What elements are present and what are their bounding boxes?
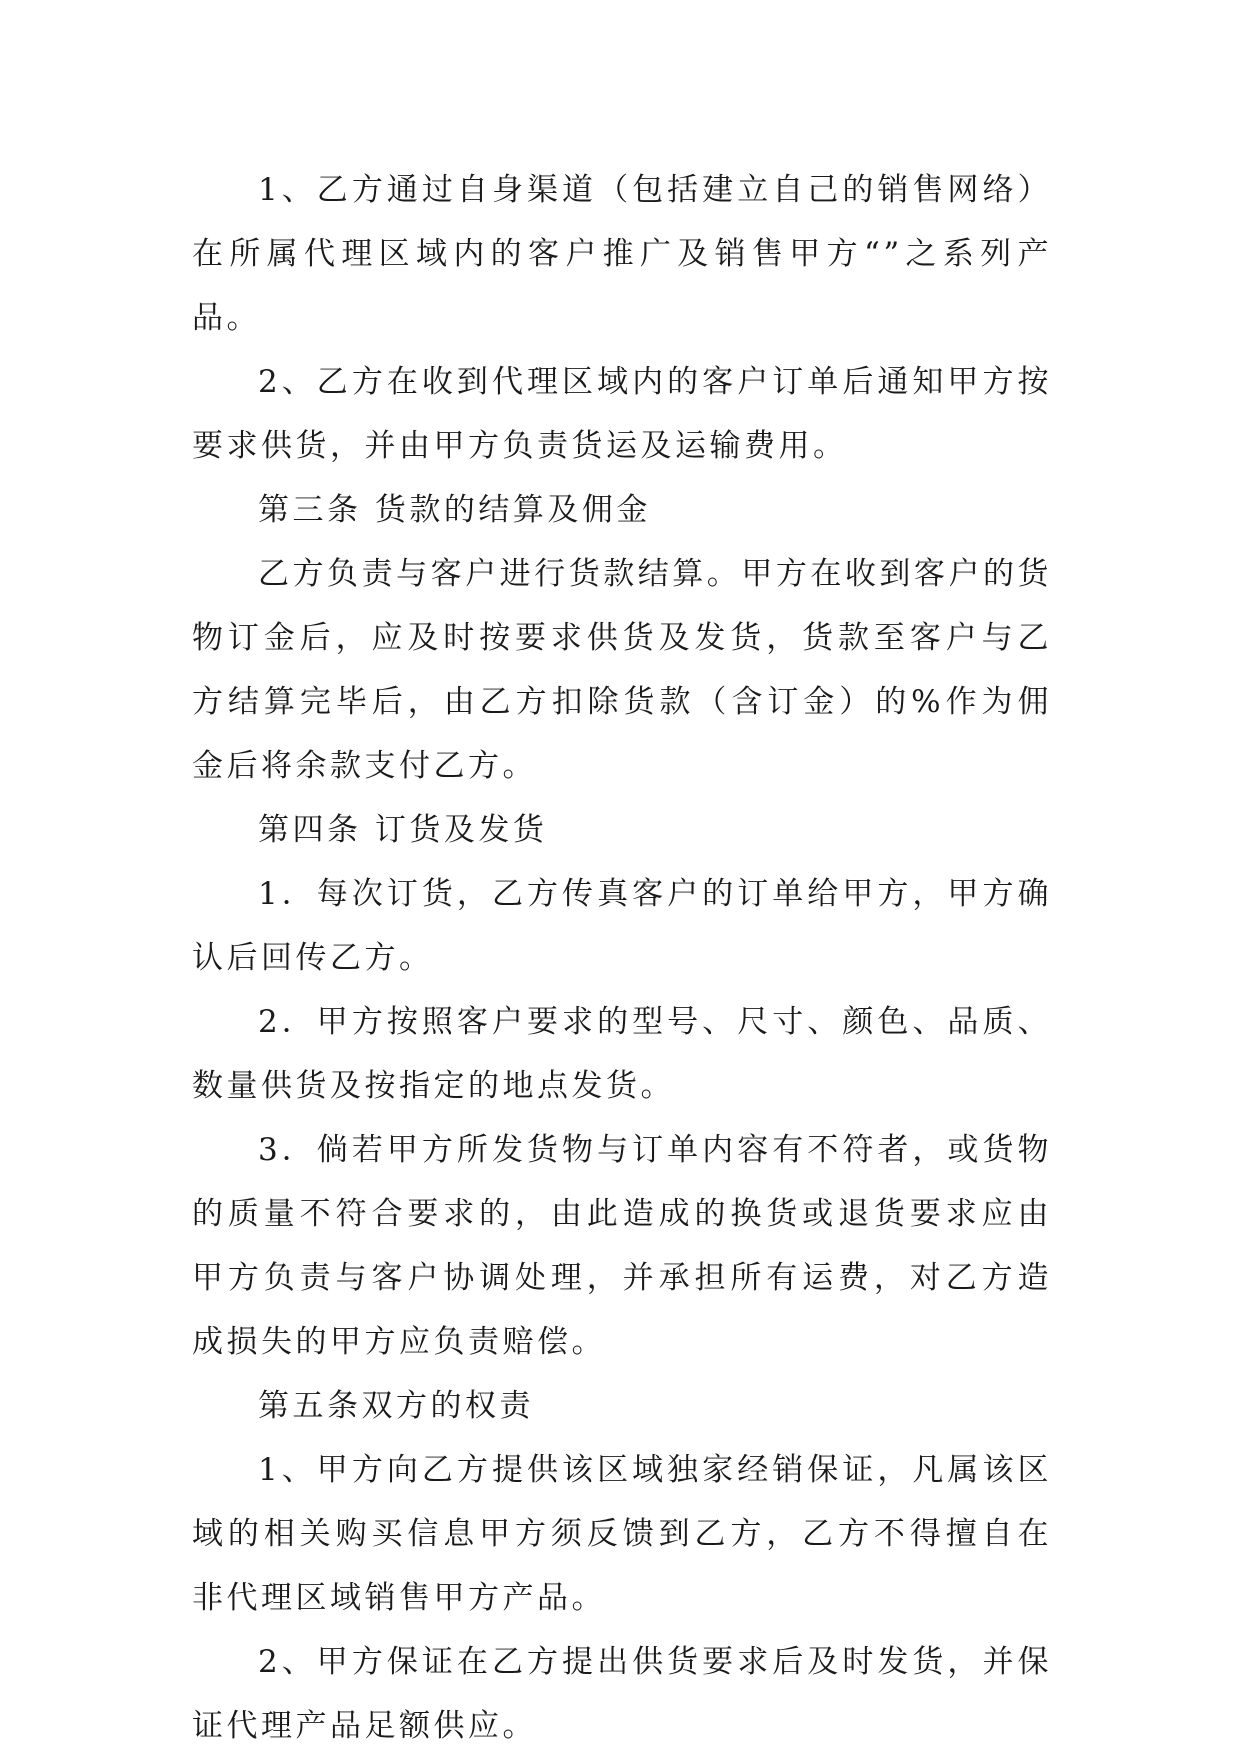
paragraph-5: 2．甲方按照客户要求的型号、尺寸、颜色、品质、数量供货及按指定的地点发货。 [192, 1004, 1052, 1104]
section-heading-article-4: 第四条 订货及发货 [258, 812, 548, 848]
paragraph-2: 2、乙方在收到代理区域内的客户订单后通知甲方按要求供货，并由甲方负责货运及运输费用。 [192, 364, 1052, 464]
document-body [192, 158, 1052, 1758]
paragraph-3: 乙方负责与客户进行货款结算。甲方在收到客户的货物订金后，应及时按要求供货及发货，货款至客户与乙方结算完毕后，由乙方扣除货款（含订金）的%作为佣金后将余款支付乙方。 [192, 556, 1052, 784]
section-heading-article-3: 第三条 货款的结算及佣金 [258, 492, 651, 528]
section-heading-article-5: 第五条双方的权责 [258, 1388, 534, 1424]
paragraph-1: 1、乙方通过自身渠道（包括建立自己的销售网络）在所属代理区域内的客户推广及销售甲方“”之系列产品。 [192, 172, 1052, 336]
paragraph-4: 1．每次订货，乙方传真客户的订单给甲方，甲方确认后回传乙方。 [192, 876, 1052, 976]
paragraph-8: 2、甲方保证在乙方提出供货要求后及时发货，并保证代理产品足额供应。 [192, 1644, 1052, 1744]
paragraph-7: 1、甲方向乙方提供该区域独家经销保证，凡属该区域的相关购买信息甲方须反馈到乙方，乙方不得擅自在非代理区域销售甲方产品。 [192, 1452, 1052, 1616]
paragraph-6: 3．倘若甲方所发货物与订单内容有不符者，或货物的质量不符合要求的，由此造成的换货或退货要求应由甲方负责与客户协调处理，并承担所有运费，对乙方造成损失的甲方应负责赔偿。 [192, 1132, 1052, 1360]
